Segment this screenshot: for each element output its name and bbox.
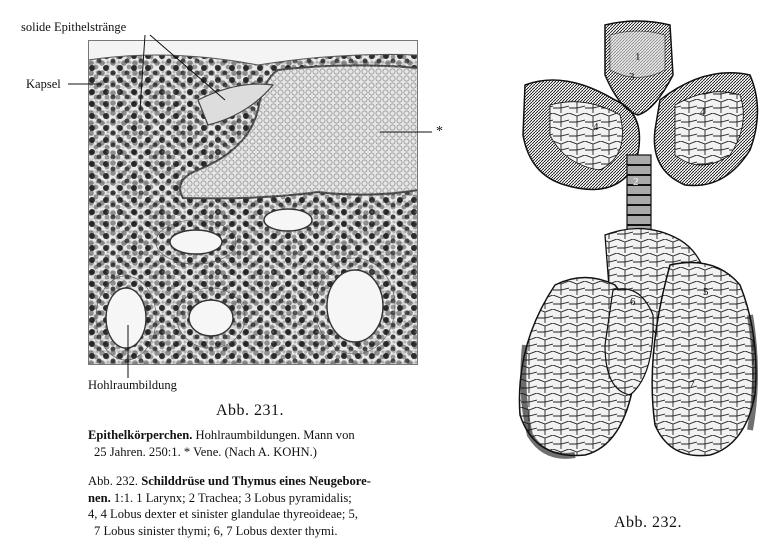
- caption-232-bold1: Schilddrüse und Thymus eines Neugebore-: [141, 474, 371, 488]
- organ-number-2: 2: [633, 176, 639, 188]
- organ-number-1: 1: [635, 51, 641, 63]
- figure-231-caption: [88, 427, 428, 460]
- organ-number-5: 5: [703, 286, 709, 298]
- caption-232-prefix: Abb. 232.: [88, 474, 142, 488]
- organ-number-4-right: 4: [593, 121, 599, 133]
- figure-232-title: Abb. 232.: [614, 514, 683, 531]
- label-hohlraumbildung: Hohlraumbildung: [88, 378, 177, 392]
- engraving-schilddruese-thymus: [505, 15, 770, 500]
- caption-232-line3: 4, 4 Lobus dexter et sinister glandulae thyreoideae; 5,: [88, 507, 358, 521]
- caption-231-line1: Hohlraumbildungen. Mann von: [192, 428, 355, 442]
- caption-232-bold2: nen.: [88, 490, 111, 505]
- organ-number-4-left: 4: [700, 106, 706, 118]
- organ-number-6: 6: [630, 296, 636, 308]
- micrograph-epithelkoerperchen: [88, 40, 418, 365]
- label-solide-epithelstraenge: solide Epithelstränge: [21, 20, 127, 34]
- caption-232-line4: 7 Lobus sinister thymi; 6, 7 Lobus dexter thymi.: [94, 523, 338, 538]
- label-kapsel: Kapsel: [26, 77, 61, 91]
- figure-231-title: Abb. 231.: [216, 402, 285, 419]
- organ-number-3: 3: [629, 71, 635, 83]
- organ-number-7: 7: [689, 379, 695, 391]
- label-vene-star: *: [436, 124, 443, 139]
- caption-232-line2: 1:1. 1 Larynx; 2 Trachea; 3 Lobus pyramidalis;: [110, 490, 352, 505]
- caption-231-line2: 25 Jahren. 250:1. * Vene. (Nach A. KOHN.): [94, 444, 317, 459]
- caption-231-bold: Epithelkörperchen.: [88, 428, 193, 442]
- figure-232-caption: [88, 473, 428, 539]
